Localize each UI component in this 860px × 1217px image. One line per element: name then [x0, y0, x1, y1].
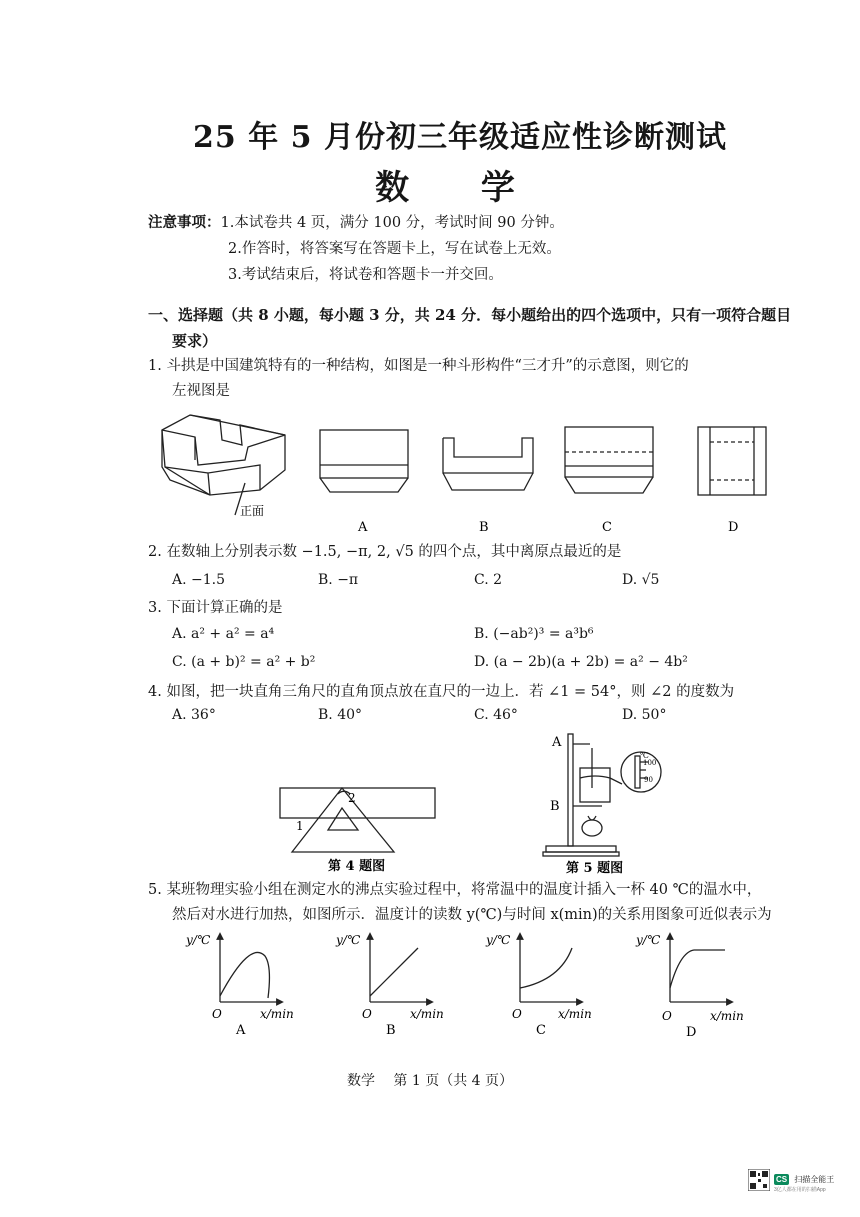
graph-a: [220, 936, 280, 1002]
subject-title: 数 学: [375, 168, 545, 208]
y-axis-label: y/℃: [636, 933, 661, 947]
scanner-watermark: [748, 1166, 844, 1194]
option-a: A. 36°: [172, 707, 216, 723]
qr-code-icon: [748, 1169, 770, 1191]
fig-caption: 第 4 题图: [328, 859, 386, 874]
option-c: C. (a + b)² = a² + b²: [172, 654, 316, 670]
y-axis-label: y/℃: [486, 933, 511, 947]
dougong-3d-figure: [162, 415, 285, 515]
option-b: B. (−ab²)³ = a³b⁶: [474, 626, 594, 642]
question-number: 4.: [148, 684, 162, 700]
thermo-unit: ℃: [640, 751, 649, 760]
x-axis-label: x/min: [558, 1007, 592, 1021]
question-text: 如图，把一块直角三角尺的直角顶点放在直尺的一边上．若 ∠1 = 54°，则 ∠2 的度数为: [166, 684, 735, 700]
question-text: 某班物理实验小组在测定水的沸点实验过程中，将常温中的温度计插入一杯 40 ℃的温水中，: [166, 882, 762, 898]
x-axis-label: x/min: [710, 1009, 744, 1023]
q5-apparatus-figure: [540, 728, 670, 876]
thermo-90: 90: [644, 776, 653, 784]
graph-b: [370, 936, 430, 1002]
y-axis-label: y/℃: [336, 933, 361, 947]
option-label: B: [386, 1023, 396, 1038]
scanner-sub: 3亿人都在用的扫描App: [774, 1187, 826, 1193]
q4-figure: [270, 780, 440, 875]
option-label: A: [236, 1023, 246, 1038]
option-d: D. (a − 2b)(a + 2b) = a² − 4b²: [474, 654, 688, 670]
option-label: C: [602, 520, 612, 535]
note-item: 1.本试卷共 4 页，满分 100 分，考试时间 90 分钟。: [220, 215, 564, 231]
angle-2-label: 2: [348, 791, 356, 805]
graph-d: [670, 936, 730, 1002]
notes-block: [148, 210, 564, 288]
front-label: 正面: [240, 504, 265, 518]
angle-1-label: 1: [296, 819, 304, 833]
cs-badge: CS: [776, 1175, 788, 1184]
section-title-line: 要求）: [172, 332, 218, 350]
section-title-line: 一、选择题（共 8 小题，每小题 3 分，共 24 分．每小题给出的四个选项中，只有一项符合题目: [148, 306, 792, 324]
option-b: B. −π: [318, 572, 359, 588]
option-c: C. 46°: [474, 707, 518, 723]
question-text: 在数轴上分别表示数 −1.5, −π, 2, √5 的四个点，其中离原点最近的是: [166, 544, 622, 560]
ruler: [280, 788, 435, 818]
question-2: [148, 540, 808, 565]
thermo-100: 100: [643, 759, 657, 767]
question-number: 2.: [148, 544, 162, 560]
page-footer: 数学 第 1 页（共 4 页）: [346, 1073, 514, 1089]
section-title: [148, 302, 808, 354]
option-b-figure: [443, 438, 533, 490]
triangle-ruler: [292, 788, 394, 852]
option-d: D. 50°: [622, 707, 667, 723]
option-label: D: [686, 1025, 697, 1040]
question-text: 然后对水进行加热，如图所示．温度计的读数 y(℃)与时间 x(min)的关系用图象可近似表示为: [172, 907, 772, 923]
note-item: 3.考试结束后，将试卷和答题卡一并交回。: [228, 267, 503, 283]
exam-title: 25 年 5 月份初三年级适应性诊断测试: [193, 120, 727, 155]
label-a: A: [552, 735, 562, 750]
question-1: [148, 354, 808, 404]
label-b: B: [550, 799, 560, 814]
origin-label: O: [662, 1009, 672, 1023]
question-5: [148, 878, 808, 928]
question-text: 斗拱是中国建筑特有的一种结构，如图是一种斗形构件“三才升”的示意图，则它的: [166, 358, 689, 374]
fig-caption: 第 5 题图: [566, 861, 624, 876]
x-axis-label: x/min: [260, 1007, 294, 1021]
scanner-name: 扫描全能王: [794, 1175, 835, 1184]
question-number: 3.: [148, 600, 162, 616]
option-label: A: [358, 520, 368, 535]
question-3: [148, 596, 808, 621]
option-c: C. 2: [474, 572, 503, 588]
q1-figures: [150, 405, 800, 540]
option-label: C: [536, 1023, 546, 1038]
option-a-figure: [320, 430, 408, 492]
option-label: D: [728, 520, 739, 535]
y-axis-label: y/℃: [186, 933, 211, 947]
origin-label: O: [212, 1007, 222, 1021]
option-c-figure: [565, 427, 653, 493]
option-d: D. √5: [622, 572, 660, 588]
notes-label: 注意事项：: [148, 214, 221, 231]
option-label: B: [479, 520, 489, 535]
question-number: 5.: [148, 882, 162, 898]
question-text: 左视图是: [172, 383, 230, 399]
origin-label: O: [362, 1007, 372, 1021]
option-a: A. −1.5: [172, 572, 226, 588]
note-item: 2.作答时，将答案写在答题卡上，写在试卷上无效。: [228, 241, 561, 257]
option-d-figure: [698, 427, 766, 495]
question-text: 下面计算正确的是: [166, 600, 283, 616]
option-b: B. 40°: [318, 707, 363, 723]
origin-label: O: [512, 1007, 522, 1021]
graph-c: [520, 936, 580, 1002]
x-axis-label: x/min: [410, 1007, 444, 1021]
question-4: [148, 680, 808, 705]
option-a: A. a² + a² = a⁴: [172, 626, 275, 642]
q5-graphs: [180, 930, 760, 1042]
question-number: 1.: [148, 358, 162, 374]
